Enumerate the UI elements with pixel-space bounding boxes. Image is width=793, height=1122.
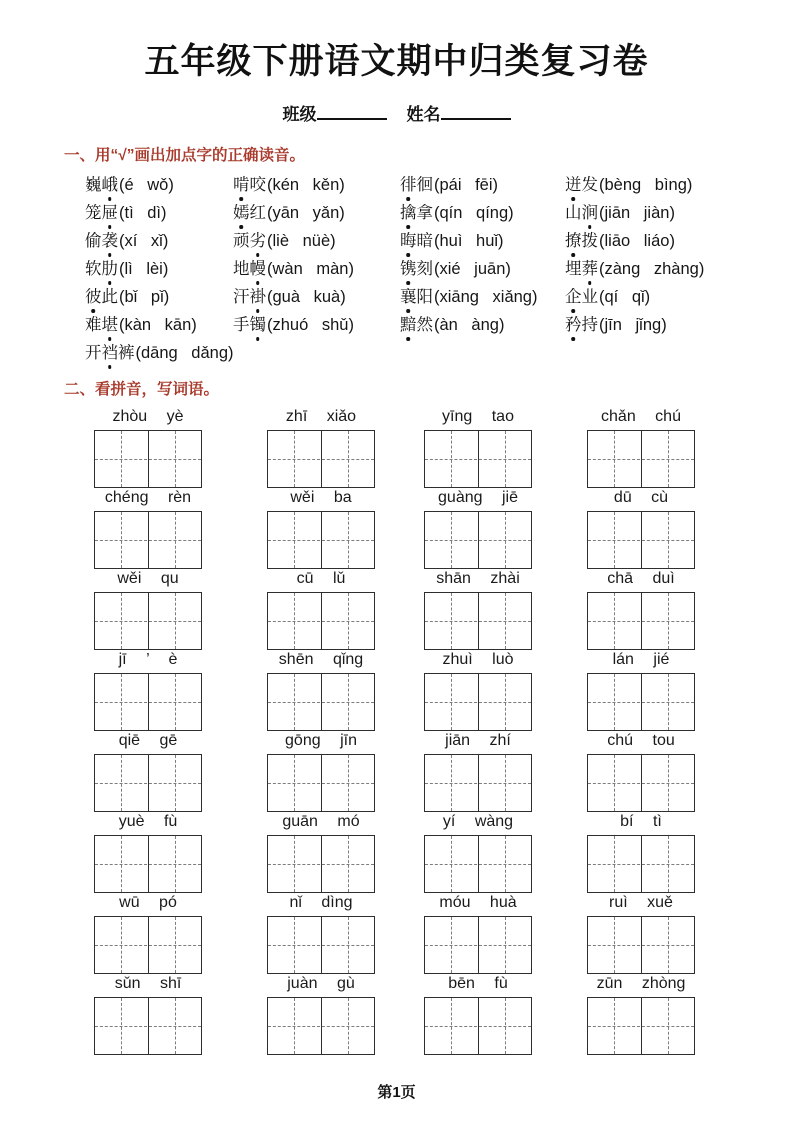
page-title: 五年级下册语文期中归类复习卷 <box>144 42 649 81</box>
dotted-word <box>400 204 433 222</box>
pinyin-label: dū cù <box>613 489 669 506</box>
writing-cell <box>148 998 202 1054</box>
word-item <box>400 259 565 279</box>
pinyin-options: (zàng zhàng) <box>599 260 705 278</box>
char: 然 <box>416 316 433 334</box>
writing-cell <box>641 998 695 1054</box>
writing-grid <box>424 916 532 974</box>
pinyin-label: bēn fù <box>448 975 508 992</box>
char: 地 <box>233 260 250 278</box>
pinyin-label: zhī xiǎo <box>285 408 357 425</box>
student-info-line <box>0 100 793 125</box>
pinyin-word-item <box>588 650 694 731</box>
char: 偷 <box>85 232 102 250</box>
pinyin-word-item <box>95 893 201 974</box>
char: 汗 <box>233 288 250 306</box>
writing-cell <box>95 917 148 973</box>
word-item <box>85 343 233 363</box>
writing-cell <box>268 917 321 973</box>
pinyin-label: chǎn chú <box>601 408 681 425</box>
writing-grid <box>267 511 375 569</box>
pinyin-options: (jiān jiàn) <box>599 204 675 222</box>
word-item <box>233 203 400 223</box>
pinyin-label: chā duì <box>607 570 675 587</box>
pinyin-label: shān zhài <box>436 570 520 587</box>
writing-grid <box>267 592 375 650</box>
pinyin-label: jiān zhí <box>445 732 511 749</box>
writing-grid <box>587 592 695 650</box>
pinyin-word-item <box>425 407 531 488</box>
pinyin-word-item <box>268 974 374 1055</box>
writing-cell <box>641 836 695 892</box>
dotted-word <box>400 176 433 194</box>
writing-cell <box>425 674 478 730</box>
pinyin-label: ruì xuě <box>609 894 673 911</box>
writing-cell <box>425 755 478 811</box>
dotted-word <box>565 204 598 222</box>
dotted-char: 黯 <box>400 316 417 334</box>
pinyin-label: yí wàng <box>442 813 514 830</box>
char: 手 <box>233 316 250 334</box>
dotted-char: 镯 <box>249 316 266 334</box>
dotted-char: 啃 <box>233 176 250 194</box>
section2-heading: 二、看拼音，写词语。 <box>64 381 220 398</box>
pinyin-options: (bǐ pǐ) <box>119 288 170 306</box>
pinyin-label: chéng rèn <box>104 489 192 506</box>
writing-cell <box>588 512 641 568</box>
writing-cell <box>95 998 148 1054</box>
writing-grid <box>94 916 202 974</box>
dotted-word <box>233 232 266 250</box>
dotted-char: 镌 <box>400 260 417 278</box>
writing-cell <box>95 755 148 811</box>
writing-cell <box>641 512 695 568</box>
char: 巍 <box>85 176 102 194</box>
word-item <box>233 175 400 195</box>
pinyin-label: zhòu yè <box>112 408 184 425</box>
pinyin-word-item <box>95 731 201 812</box>
char: 笼 <box>85 204 102 222</box>
word-item <box>85 315 233 335</box>
pinyin-options: (xié juān) <box>434 260 511 278</box>
section1-heading: 一、用“√”画出加点字的正确读音。 <box>64 147 306 164</box>
word-item <box>565 203 793 223</box>
writing-cell <box>588 917 641 973</box>
writing-cell <box>321 674 375 730</box>
word-item <box>400 315 565 335</box>
writing-cell <box>95 593 148 649</box>
writing-grid <box>424 997 532 1055</box>
name-blank <box>441 103 511 120</box>
writing-grid <box>587 673 695 731</box>
pinyin-label: gōng jīn <box>285 732 357 749</box>
dotted-word <box>400 288 433 306</box>
writing-cell <box>268 512 321 568</box>
dotted-char: 袭 <box>101 232 118 250</box>
pinyin-options: (liāo liáo) <box>599 232 675 250</box>
word-item <box>233 287 400 307</box>
dotted-word <box>565 232 598 250</box>
writing-grid <box>94 997 202 1055</box>
writing-grid <box>267 916 375 974</box>
writing-cell <box>268 998 321 1054</box>
writing-cell <box>95 431 148 487</box>
name-label: 姓名 <box>406 105 441 124</box>
writing-cell <box>148 593 202 649</box>
char: 裤 <box>118 344 135 362</box>
dotted-char: 劣 <box>249 232 266 250</box>
dotted-char: 幔 <box>249 260 266 278</box>
dotted-char: 嫣 <box>233 204 250 222</box>
pinyin-label: shēn qǐng <box>278 651 364 668</box>
writing-cell <box>588 836 641 892</box>
writing-cell <box>148 836 202 892</box>
char: 顽 <box>233 232 250 250</box>
writing-grid <box>94 673 202 731</box>
section1-word-list <box>85 175 793 363</box>
dotted-char: 撩 <box>565 232 582 250</box>
pinyin-options: (xiāng xiǎng) <box>434 288 538 306</box>
char: 暗 <box>416 232 433 250</box>
word-item <box>233 259 400 279</box>
writing-grid <box>424 511 532 569</box>
writing-cell <box>588 998 641 1054</box>
class-label: 班级 <box>282 105 317 124</box>
pinyin-label: yuè fù <box>118 813 178 830</box>
writing-cell <box>641 917 695 973</box>
class-blank <box>317 103 387 120</box>
pinyin-label: qiē gē <box>118 732 178 749</box>
word-item <box>400 175 565 195</box>
char: 难 <box>85 316 102 334</box>
writing-grid <box>94 754 202 812</box>
writing-grid <box>94 592 202 650</box>
pinyin-word-item <box>268 650 374 731</box>
writing-cell <box>641 755 695 811</box>
pinyin-options: (dāng dǎng) <box>135 344 234 362</box>
writing-grid <box>267 673 375 731</box>
word-item <box>85 287 233 307</box>
dotted-word <box>85 176 118 194</box>
dotted-word <box>400 316 433 334</box>
pinyin-word-item <box>268 488 374 569</box>
pinyin-label: bí tì <box>620 813 662 830</box>
char: 刻 <box>416 260 433 278</box>
word-item <box>565 315 793 335</box>
char: 阳 <box>416 288 433 306</box>
writing-cell <box>425 836 478 892</box>
dotted-char: 襄 <box>400 288 417 306</box>
writing-cell <box>425 998 478 1054</box>
char: 持 <box>581 316 598 334</box>
pinyin-options: (yān yǎn) <box>267 204 345 222</box>
writing-grid <box>587 997 695 1055</box>
pinyin-word-item <box>425 812 531 893</box>
word-item <box>565 231 793 251</box>
pinyin-label: chú tou <box>607 732 675 749</box>
word-item <box>565 287 793 307</box>
pinyin-label: móu huà <box>439 894 517 911</box>
pinyin-options: (kén kěn) <box>267 176 345 194</box>
dotted-char: 涧 <box>581 204 598 222</box>
section2-pinyin-list <box>95 407 793 1055</box>
dotted-word <box>565 316 598 334</box>
dotted-char: 裆 <box>101 344 118 362</box>
word-item <box>400 231 565 251</box>
writing-cell <box>425 431 478 487</box>
writing-cell <box>268 593 321 649</box>
pinyin-options: (pái fēi) <box>434 176 499 194</box>
word-item <box>85 259 233 279</box>
word-item <box>233 315 400 335</box>
char: 软 <box>85 260 102 278</box>
char: 拨 <box>581 232 598 250</box>
dotted-word <box>400 232 433 250</box>
dotted-word <box>85 344 135 362</box>
pinyin-word-item <box>268 407 374 488</box>
pinyin-word-item <box>268 731 374 812</box>
writing-cell <box>321 755 375 811</box>
writing-cell <box>425 512 478 568</box>
writing-grid <box>424 754 532 812</box>
writing-cell <box>478 512 532 568</box>
writing-grid <box>267 835 375 893</box>
writing-cell <box>148 755 202 811</box>
pinyin-options: (qí qǐ) <box>599 288 651 306</box>
page-number: 第1页 <box>377 1084 416 1101</box>
pinyin-word-item <box>588 812 694 893</box>
pinyin-label: cū lǔ <box>296 570 346 587</box>
pinyin-word-item <box>425 650 531 731</box>
dotted-char: 企 <box>565 288 582 306</box>
dotted-char: 肋 <box>101 260 118 278</box>
pinyin-options: (guà kuà) <box>267 288 346 306</box>
dotted-word <box>233 204 266 222</box>
pinyin-word-item <box>425 488 531 569</box>
writing-cell <box>478 998 532 1054</box>
pinyin-word-item <box>588 407 694 488</box>
writing-grid <box>267 754 375 812</box>
dotted-word <box>565 288 598 306</box>
writing-grid <box>267 430 375 488</box>
dotted-word <box>233 288 266 306</box>
pinyin-word-item <box>268 569 374 650</box>
writing-cell <box>425 593 478 649</box>
dotted-word <box>400 260 433 278</box>
pinyin-options: (zhuó shǔ) <box>267 316 354 334</box>
pinyin-label: nǐ dìng <box>289 894 353 911</box>
pinyin-label: zhuì luò <box>442 651 514 668</box>
writing-cell <box>268 836 321 892</box>
writing-grid <box>267 997 375 1055</box>
writing-cell <box>321 593 375 649</box>
pinyin-options: (liè nüè) <box>267 232 336 250</box>
pinyin-options: (é wǒ) <box>119 176 174 194</box>
pinyin-label: wū pó <box>119 894 177 911</box>
pinyin-options: (tì dì) <box>119 204 167 222</box>
writing-cell <box>478 593 532 649</box>
pinyin-word-item <box>425 893 531 974</box>
writing-cell <box>148 917 202 973</box>
pinyin-options: (huì huǐ) <box>434 232 504 250</box>
pinyin-label: zūn zhòng <box>596 975 686 992</box>
writing-grid <box>94 511 202 569</box>
dotted-char: 彼 <box>85 288 102 306</box>
char: 山 <box>565 204 582 222</box>
dotted-char: 晦 <box>400 232 417 250</box>
dotted-word <box>85 288 118 306</box>
word-item <box>233 231 400 251</box>
char: 咬 <box>249 176 266 194</box>
writing-cell <box>588 431 641 487</box>
dotted-char: 徘 <box>400 176 417 194</box>
writing-cell <box>478 755 532 811</box>
dotted-word <box>233 260 266 278</box>
pinyin-options: (qín qíng) <box>434 204 514 222</box>
writing-cell <box>321 998 375 1054</box>
pinyin-options: (jīn jǐng) <box>599 316 667 334</box>
pinyin-label: wěi ba <box>290 489 352 506</box>
dotted-word <box>233 316 266 334</box>
writing-grid <box>587 430 695 488</box>
writing-grid <box>424 430 532 488</box>
pinyin-label: jī ’ è <box>118 651 178 668</box>
writing-cell <box>588 674 641 730</box>
word-item <box>85 175 233 195</box>
char: 红 <box>249 204 266 222</box>
writing-cell <box>95 836 148 892</box>
pinyin-word-item <box>95 407 201 488</box>
char: 拿 <box>416 204 433 222</box>
pinyin-word-item <box>268 893 374 974</box>
dotted-char: 屉 <box>101 204 118 222</box>
word-item <box>565 175 793 195</box>
writing-cell <box>588 755 641 811</box>
word-item <box>400 203 565 223</box>
pinyin-word-item <box>95 974 201 1055</box>
pinyin-options: (xí xǐ) <box>119 232 169 250</box>
word-item <box>85 203 233 223</box>
writing-cell <box>148 431 202 487</box>
dotted-char: 葬 <box>581 260 598 278</box>
char: 业 <box>581 288 598 306</box>
writing-grid <box>94 835 202 893</box>
word-item <box>400 287 565 307</box>
char: 开 <box>85 344 102 362</box>
writing-cell <box>478 674 532 730</box>
pinyin-word-item <box>95 650 201 731</box>
writing-grid <box>587 754 695 812</box>
pinyin-word-item <box>588 731 694 812</box>
writing-cell <box>321 431 375 487</box>
dotted-char: 褂 <box>249 288 266 306</box>
pinyin-word-item <box>95 488 201 569</box>
writing-grid <box>587 916 695 974</box>
char: 此 <box>101 288 118 306</box>
dotted-word <box>565 260 598 278</box>
pinyin-options: (lì lèi) <box>119 260 169 278</box>
dotted-char: 矜 <box>565 316 582 334</box>
writing-cell <box>321 917 375 973</box>
writing-cell <box>641 674 695 730</box>
writing-cell <box>478 917 532 973</box>
dotted-char: 峨 <box>101 176 118 194</box>
pinyin-options: (wàn màn) <box>267 260 354 278</box>
writing-grid <box>424 673 532 731</box>
dotted-char: 擒 <box>400 204 417 222</box>
pinyin-word-item <box>268 812 374 893</box>
dotted-word <box>85 316 118 334</box>
writing-cell <box>478 431 532 487</box>
pinyin-label: guàng jiē <box>438 489 518 506</box>
pinyin-word-item <box>588 569 694 650</box>
writing-grid <box>424 592 532 650</box>
pinyin-label: juàn gù <box>287 975 355 992</box>
writing-grid <box>587 511 695 569</box>
word-item <box>85 231 233 251</box>
pinyin-options: (kàn kān) <box>119 316 197 334</box>
writing-cell <box>148 674 202 730</box>
writing-cell <box>641 593 695 649</box>
writing-cell <box>425 917 478 973</box>
writing-cell <box>641 431 695 487</box>
pinyin-word-item <box>588 488 694 569</box>
dotted-word <box>565 176 598 194</box>
dotted-word <box>85 204 118 222</box>
pinyin-word-item <box>588 974 694 1055</box>
pinyin-options: (bèng bìng) <box>599 176 693 194</box>
dotted-char: 堪 <box>101 316 118 334</box>
pinyin-word-item <box>425 731 531 812</box>
char: 发 <box>581 176 598 194</box>
writing-grid <box>424 835 532 893</box>
writing-cell <box>321 836 375 892</box>
writing-cell <box>478 836 532 892</box>
writing-cell <box>95 512 148 568</box>
pinyin-word-item <box>588 893 694 974</box>
pinyin-label: sǔn shī <box>114 975 182 992</box>
pinyin-label: wěi qu <box>117 570 179 587</box>
pinyin-word-item <box>425 569 531 650</box>
char: 徊 <box>416 176 433 194</box>
writing-cell <box>268 431 321 487</box>
writing-grid <box>587 835 695 893</box>
writing-cell <box>268 755 321 811</box>
pinyin-word-item <box>95 812 201 893</box>
dotted-word <box>85 260 118 278</box>
pinyin-label: lán jié <box>612 651 670 668</box>
writing-cell <box>148 512 202 568</box>
writing-cell <box>268 674 321 730</box>
char: 埋 <box>565 260 582 278</box>
writing-cell <box>588 593 641 649</box>
dotted-word <box>85 232 118 250</box>
dotted-word <box>233 176 266 194</box>
pinyin-options: (àn àng) <box>434 316 505 334</box>
writing-cell <box>321 512 375 568</box>
writing-cell <box>95 674 148 730</box>
pinyin-word-item <box>95 569 201 650</box>
word-item <box>565 259 793 279</box>
writing-grid <box>94 430 202 488</box>
dotted-char: 迸 <box>565 176 582 194</box>
pinyin-word-item <box>425 974 531 1055</box>
pinyin-label: guān mó <box>282 813 360 830</box>
pinyin-label: yīng tao <box>442 408 514 425</box>
